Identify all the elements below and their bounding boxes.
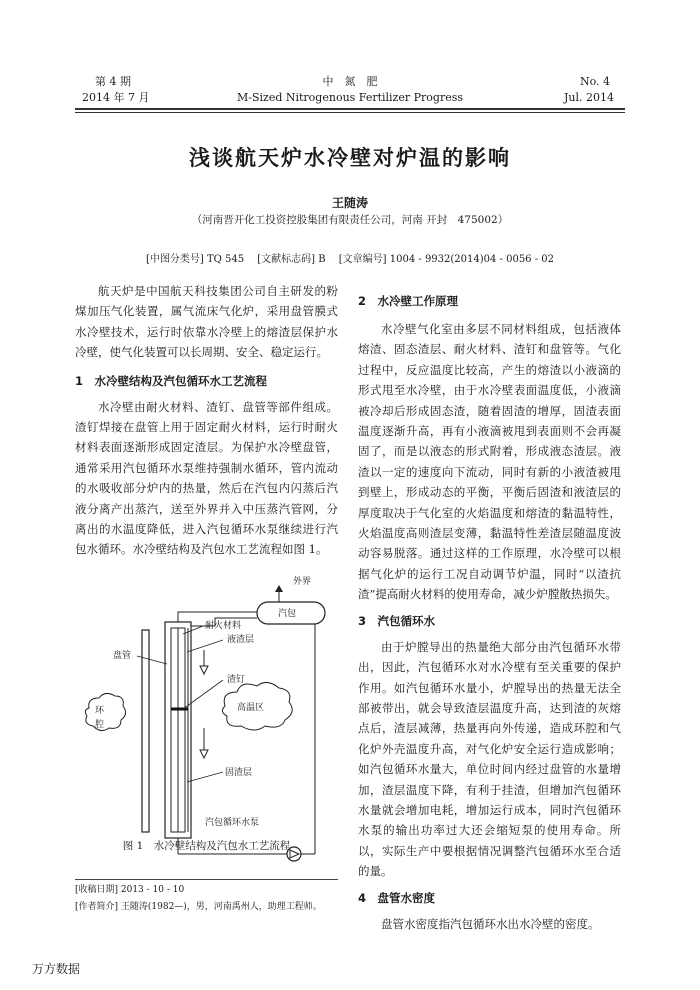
- down-arrow-icon: [200, 750, 208, 758]
- label-outside: 外界: [293, 577, 312, 587]
- header-issue-en: No. 4: [579, 75, 610, 88]
- figure-1: [75, 577, 338, 872]
- article-title: 浅谈航天炉水冷壁对炉温的影响: [189, 146, 511, 170]
- section-2-paragraph: 水冷壁气化室由多层不同材料组成，包括液体熔渣、固态渣层、耐火材料、渣钉和盘管等。气化过程中，反应温度比较高，产生的熔渣以小液滴的形式甩至水冷壁，由于水冷壁表面温度低，小液滴被冷却后形成固态渣，随着固渣的增厚，固渣表面温度逐渐升高，再有小液滴被甩到表面则不会再凝固了，而是以液态的形式附着，形成液态渣层。液渣以一定的速度向下流动，同时有新的小液渣被甩到壁上，形成动态的平衡，平衡后固渣和液渣层的厚度取决于气化室的火焰温度和熔渣的黏温特性，火焰温度高则渣层变薄，黏温特性差渣层随温度波动容易脱落。通过这样的工作原理，水冷壁可以根据气化炉的运行工况自动调节炉温，同时“以渣抗渣”提高耐火材料的使用寿命，减少炉膛散热损失。: [358, 322, 621, 602]
- header-rule-thin: [75, 112, 625, 113]
- label-refractory: 耐火材料: [205, 621, 242, 631]
- down-arrow-icon: [200, 666, 208, 674]
- article-affiliation: （河南晋开化工投资控股集团有限责任公司，河南 开封 475002）: [191, 214, 509, 226]
- up-arrow-icon: [275, 585, 283, 592]
- header-date-cn: 2014 年 7 月: [82, 91, 150, 104]
- intro-paragraph: 航天炉是中国航天科技集团公司自主研发的粉煤加压气化装置，属气流床气化炉，采用盘管膜式水冷壁技术，运行时依靠水冷壁上的熔渣层保护水冷壁，使气化装置可以长周期、安全、稳定运行。: [75, 284, 338, 360]
- label-liquid-slag: 液渣层: [227, 635, 255, 645]
- cavity-icon: [85, 693, 125, 730]
- label-high-temp: 高温区: [237, 703, 265, 713]
- figure-caption: 图 1 水冷壁结构及汽包水工艺流程: [122, 840, 291, 852]
- footnote-author-bio: [作者简介] 王随涛(1982—)，男，河南禹州人，助理工程师。: [75, 902, 322, 912]
- header-journal-en: M-Sized Nitrogenous Fertilizer Progress: [236, 91, 464, 104]
- footnote-received: [收稿日期] 2013 - 10 - 10: [75, 885, 185, 895]
- label-cavity: 环腔: [95, 706, 105, 730]
- label-pump: 汽包循环水泵: [205, 818, 260, 828]
- footnote-rule: [75, 879, 338, 880]
- section-4-paragraph: 盘管水密度指汽包循环水出水冷壁的密度。: [381, 916, 600, 931]
- header-journal-cn: 中 氮 肥: [322, 75, 378, 88]
- header-rule-thick: [75, 108, 625, 110]
- right-column: [358, 291, 621, 934]
- section-2-title: 2 水冷壁工作原理: [358, 294, 459, 308]
- header-issue-cn: 第 4 期: [95, 75, 131, 88]
- left-column: [75, 281, 338, 560]
- outer-shell: [142, 630, 149, 832]
- watermark: 万方数据: [32, 962, 81, 976]
- label-coil: 盘管: [113, 651, 132, 661]
- section-3-title: 3 汽包循环水: [358, 613, 436, 628]
- article-classification: [中图分类号] TQ 545 [文献标志码] B [文章编号] 1004 - 9932(2014)04 - 0056 - 02: [145, 254, 555, 265]
- header-date-en: Jul. 2014: [564, 91, 614, 104]
- section-1-title: 1 水冷壁结构及汽包循环水工艺流程: [75, 373, 267, 388]
- article-author: 王随涛: [331, 196, 368, 210]
- label-solid-slag: 固渣层: [225, 768, 253, 778]
- section-1-paragraph: 水冷壁由耐火材料、渣钉、盘管等部件组成。渣钉焊接在盘管上用于固定耐火材料，运行时耐火材料表面逐渐形成固定渣层。为保护水冷壁盘管，通常采用汽包循环水泵维持强制水循环，管内流动的水吸收部分炉内的热量，然后在汽包内闪蒸后汽液分离产出蒸汽，送至外界并入中压蒸汽管网，分离出的水温度降低，进入汽包循环水泵继续进行汽包水循环。水冷壁结构及汽包水工艺流程如图 1。: [75, 399, 338, 557]
- section-4-title: 4 盘管水密度: [358, 890, 436, 905]
- section-3-paragraph: 由于炉膛导出的热量绝大部分由汽包循环水带出，因此，汽包循环水对水冷壁有至关重要的保护作用。如汽包循环水量小，炉膛导出的热量无法全部被带出，就会导致渣层温度升高，达到渣的灰熔点后，渣层减薄，热量再向外传递，造成环腔和气化炉外壳温度升高，对气化炉安全运行造成影响；如汽包循环水量大，单位时间内经过盘管的水量增加，渣层温度下降，有利于挂渣，但增加汽包循环水量就会增加电耗，增加运行成本，同时汽包循环水泵的输出功率过大还会缩短泵的使用寿命。所以，实际生产中要根据情况调整汽包循环水至合适的量。: [358, 639, 621, 879]
- label-slag-nail: 渣钉: [227, 675, 246, 685]
- label-drum: 汽包: [278, 609, 297, 619]
